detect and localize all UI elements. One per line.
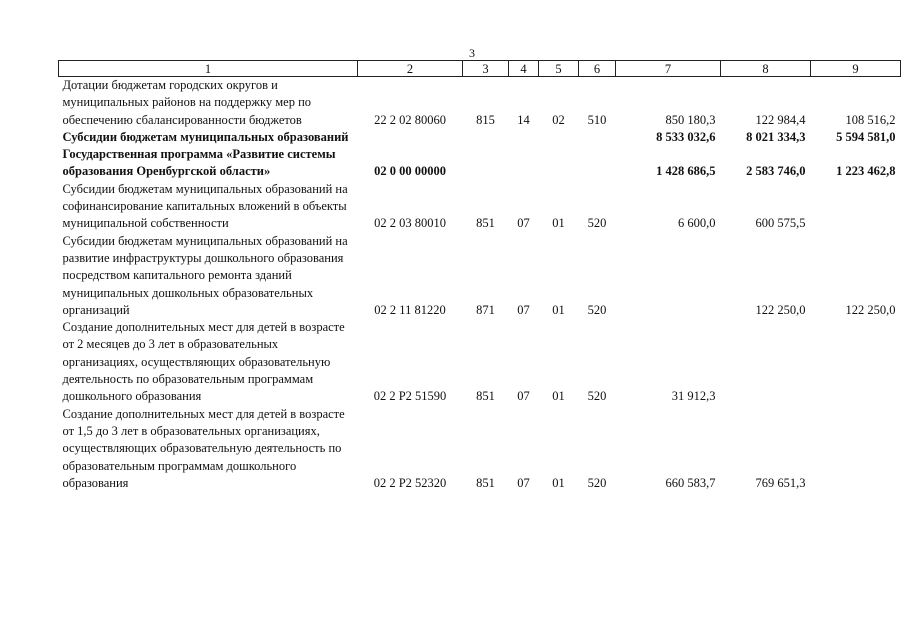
row-col-3 xyxy=(463,129,509,146)
table-header xyxy=(59,61,901,77)
row-col-4: 07 xyxy=(517,475,530,490)
row-col-5: 02 xyxy=(552,112,565,127)
row-name: Создание дополнительных мест для детей в возрасте от 1,5 до 3 лет в образовательных организациях, осуществляющих образовательную деятельность по образовательным программам дошкольного образования xyxy=(62,406,345,490)
row-col-3: 851 xyxy=(476,475,495,490)
row-col-9: 5 594 581,0 xyxy=(836,129,896,144)
table-row xyxy=(59,181,901,233)
row-col-7: 31 912,3 xyxy=(671,389,716,404)
row-col-7: 6 600,0 xyxy=(678,216,716,231)
row-col-6: 520 xyxy=(587,389,607,404)
row-code xyxy=(358,129,463,146)
row-col-6: 520 xyxy=(587,216,607,231)
page-number: 3 xyxy=(469,46,475,60)
row-col-7: 660 583,7 xyxy=(665,475,716,490)
column-header-8: 8 xyxy=(721,61,811,77)
table-row xyxy=(59,406,901,492)
row-col-5 xyxy=(539,129,579,146)
row-col-8: 600 575,5 xyxy=(755,216,806,231)
table-row xyxy=(59,77,901,129)
row-name: Создание дополнительных мест для детей в возрасте от 2 месяцев до 3 лет в образовательных организациях, осуществляющих образовательную деятельность по образовательным программам дошкольного образования xyxy=(62,320,345,404)
row-name: Государственная программа «Развитие системы образования Оренбургской области» xyxy=(62,147,336,179)
column-header-9: 9 xyxy=(811,61,901,77)
row-code: 02 2 P2 51590 xyxy=(373,389,447,404)
row-code: 02 0 00 00000 xyxy=(374,164,446,179)
row-col-5: 01 xyxy=(552,302,565,317)
row-col-6: 520 xyxy=(587,475,607,490)
row-col-9 xyxy=(811,406,901,492)
row-col-7: 1 428 686,5 xyxy=(656,164,716,179)
row-col-6: 510 xyxy=(587,112,607,127)
row-code: 22 2 02 80060 xyxy=(374,112,446,127)
row-col-8: 122 984,4 xyxy=(755,112,806,127)
column-header-5: 5 xyxy=(539,61,579,77)
row-name: Субсидии бюджетам муниципальных образований на софинансирование капитальных вложений в объекты муниципальной собственности xyxy=(62,181,348,231)
row-col-8: 122 250,0 xyxy=(755,302,806,317)
row-col-5: 01 xyxy=(552,216,565,231)
row-name: Субсидии бюджетам муниципальных образований xyxy=(62,129,349,144)
row-col-6 xyxy=(579,129,616,146)
row-col-3 xyxy=(463,146,509,181)
header-row xyxy=(59,61,901,77)
column-header-3: 3 xyxy=(463,61,509,77)
row-col-7: 8 533 032,6 xyxy=(656,129,716,144)
row-col-3: 871 xyxy=(476,302,495,317)
table-row xyxy=(59,146,901,181)
row-col-5: 01 xyxy=(552,475,565,490)
row-col-8: 769 651,3 xyxy=(755,475,806,490)
table-row xyxy=(59,129,901,146)
table-body xyxy=(59,77,901,493)
row-col-3: 851 xyxy=(476,216,495,231)
column-header-6: 6 xyxy=(579,61,616,77)
row-col-5 xyxy=(539,146,579,181)
row-col-3: 815 xyxy=(476,112,495,127)
row-col-9: 122 250,0 xyxy=(845,302,896,317)
row-col-4 xyxy=(509,146,539,181)
row-col-7: 850 180,3 xyxy=(665,112,716,127)
row-code: 02 2 11 81220 xyxy=(374,302,446,317)
column-header-7: 7 xyxy=(616,61,721,77)
row-col-7 xyxy=(616,233,721,319)
table-row xyxy=(59,319,901,405)
row-col-4: 07 xyxy=(517,389,530,404)
row-col-4: 07 xyxy=(517,216,530,231)
column-header-4: 4 xyxy=(509,61,539,77)
row-col-6 xyxy=(579,146,616,181)
row-col-9: 108 516,2 xyxy=(845,112,896,127)
column-header-1: 1 xyxy=(59,61,358,77)
row-col-4: 07 xyxy=(517,302,530,317)
row-col-5: 01 xyxy=(552,389,565,404)
row-code: 02 2 P2 52320 xyxy=(373,475,447,490)
row-name: Дотации бюджетам городских округов и муниципальных районов на поддержку мер по обеспечению сбалансированности бюджетов xyxy=(62,78,312,127)
row-col-9: 1 223 462,8 xyxy=(836,164,896,179)
row-name: Субсидии бюджетам муниципальных образований на развитие инфраструктуры дошкольного образования посредством капитального ремонта зданий муниципальных дошкольных образовательных организаций xyxy=(62,233,348,317)
row-col-8: 8 021 334,3 xyxy=(746,129,806,144)
row-col-9 xyxy=(811,319,901,405)
budget-table xyxy=(58,60,901,492)
row-col-4: 14 xyxy=(517,112,530,127)
column-header-2: 2 xyxy=(358,61,463,77)
row-col-3: 851 xyxy=(476,389,495,404)
row-col-9 xyxy=(811,181,901,233)
row-col-8: 2 583 746,0 xyxy=(746,164,806,179)
row-col-6: 520 xyxy=(587,302,607,317)
table-row xyxy=(59,233,901,319)
row-code: 02 2 03 80010 xyxy=(374,216,446,231)
row-col-8 xyxy=(721,319,811,405)
row-col-4 xyxy=(509,129,539,146)
